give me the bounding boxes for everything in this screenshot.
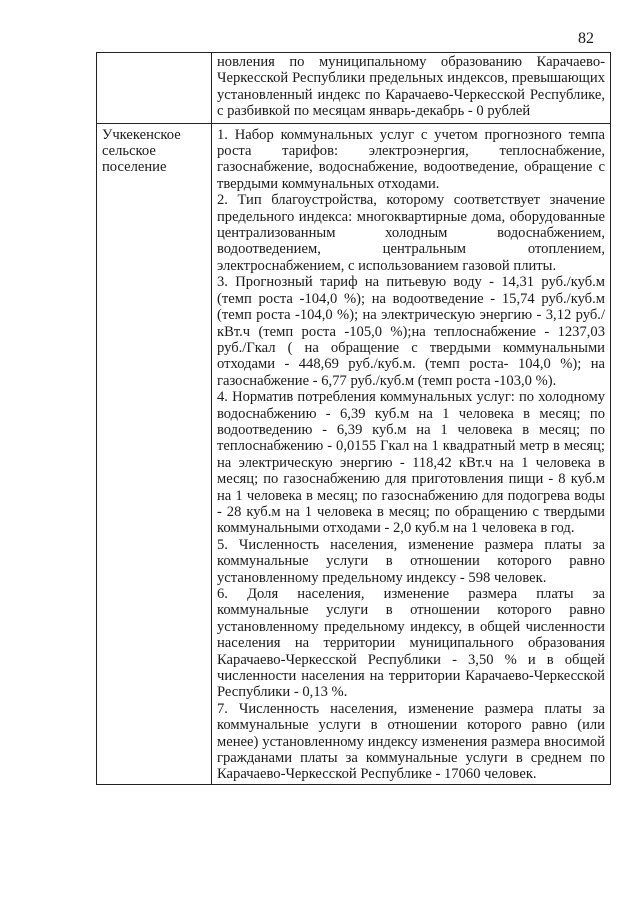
item-tariff-growth: 1. Набор коммунальных услуг с учетом прогнозного темпа роста тарифов: электроэнергия, теплоснабжение, газоснабжение, водоснабжение, водоотведение, обращение с твердыми коммунальных отходами. xyxy=(217,126,605,192)
item-forecast-tariffs: 3. Прогнозный тариф на питьевую воду - 14,31 руб./куб.м (темп роста -104,0 %); на водоотведение - 15,74 руб./куб.м (темп роста -104,0 %); на электрическую энергию - 3,12 руб./кВт.ч (темп роста -105,0 %);на теплоснабжение - 1237,03 руб./Гкал ( на обращение с твердыми коммунальными отходами - 448,69 руб./куб.м. (темп роста- 104,0 %); на газоснабжение - 6,77 руб./куб.м (темп роста -103,0 %). xyxy=(217,274,605,389)
item-improvement-type: 2. Тип благоустройства, которому соответствует значение предельного индекса: многоквартирные дома, оборудованные централизованным холодным водоснабжением, водоотведением, центральным отоплением, электроснабжением, с использованием газовой плиты. xyxy=(217,192,605,274)
item-population-average: 7. Численность населения, изменение размера платы за коммунальные услуги в отношении которого равно (или менее) установленному индексу изменения размера вносимой гражданами платы за коммунальные услуги в среднем по Карачаево-Черкесской Республике - 17060 человек. xyxy=(217,700,605,783)
table-row-settlement xyxy=(97,123,611,784)
item-population-count: 5. Численность населения, изменение размера платы за коммунальные услуги в отношении которого равно установленному предельному индексу - 598 человек. xyxy=(217,536,605,586)
continuation-text: новления по муниципальному образованию Карачаево-Черкесской Республики предельных индексов, превышающих установленный индекс по Карачаево-Черкесской Республике, с разбивкой по месяцам январь-декабрь - 0 рублей xyxy=(212,53,611,124)
settlement-name: Учкекенское сельское поселение xyxy=(97,123,212,784)
page-number: 82 xyxy=(578,30,594,47)
indices-table xyxy=(96,52,611,785)
item-consumption-norms: 4. Норматив потребления коммунальных услуг: по холодному водоснабжению - 6,39 куб.м на 1 человека в месяц; по водоотведению - 6,39 куб.м на 1 человека в месяц; по теплоснабжению - 0,0155 Гкал на 1 квадратный метр в месяц; на электрическую энергию - 118,42 кВт.ч на 1 человека в месяц; по газоснабжению для приготовления пищи - 8 куб.м на 1 человека в месяц; по газоснабжению для подогрева воды - 28 куб.м на 1 человека в месяц; по обращению с твердыми коммунальными отходами - 2,0 куб.м на 1 человека в год. xyxy=(217,389,605,537)
table-row-continuation xyxy=(97,53,611,124)
continuation-empty-cell xyxy=(97,53,212,124)
settlement-details xyxy=(212,123,611,784)
item-population-share: 6. Доля населения, изменение размера платы за коммунальные услуги в отношении которого равно установленному предельному индексу, в общей численности населения на территории муниципального образования Карачаево-Черкесской Республики - 3,50 % и в общей численности населения на территории Карачаево-Черкесской Республики - 0,13 %. xyxy=(217,586,605,701)
